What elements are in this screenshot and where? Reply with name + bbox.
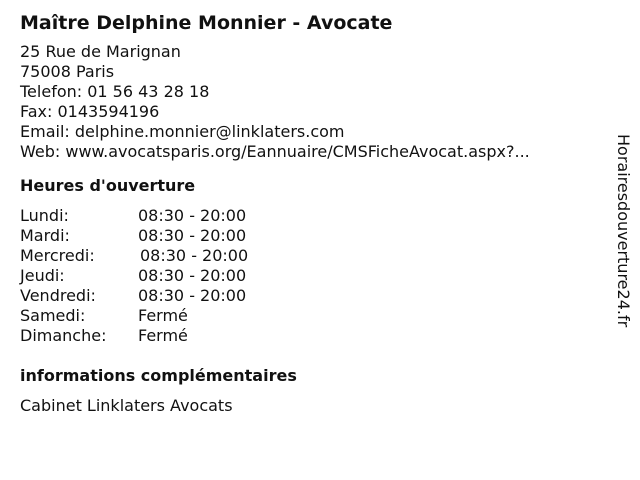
hours-row-lundi bbox=[20, 206, 610, 226]
time-value: 08:30 - 20:00 bbox=[138, 286, 247, 305]
day-label: Mardi: bbox=[20, 226, 70, 245]
day-label: Dimanche: bbox=[20, 326, 107, 345]
phone-number: Telefon: 01 56 43 28 18 bbox=[20, 82, 210, 101]
day-label: Mercredi: bbox=[20, 246, 95, 265]
hours-row-jeudi bbox=[20, 266, 610, 286]
additional-info-heading: informations complémentaires bbox=[20, 366, 297, 385]
hours-row-dimanche bbox=[20, 326, 610, 346]
time-value: Fermé bbox=[138, 306, 188, 325]
time-value: 08:30 - 20:00 bbox=[138, 226, 247, 245]
fax-number: Fax: 0143594196 bbox=[20, 102, 160, 121]
hours-row-samedi bbox=[20, 306, 610, 326]
address-block bbox=[20, 42, 610, 162]
business-card bbox=[20, 10, 610, 416]
street-address: 25 Rue de Marignan bbox=[20, 42, 181, 61]
time-value: 08:30 - 20:00 bbox=[138, 266, 247, 285]
day-label: Vendredi: bbox=[20, 286, 96, 305]
hours-row-mardi bbox=[20, 226, 610, 246]
hours-row-vendredi bbox=[20, 286, 610, 306]
site-watermark: Horairesdouverture24.fr bbox=[614, 134, 633, 328]
day-label: Samedi: bbox=[20, 306, 86, 325]
opening-hours-table bbox=[20, 206, 610, 346]
day-label: Lundi: bbox=[20, 206, 69, 225]
time-value: 08:30 - 20:00 bbox=[138, 206, 247, 225]
day-label: Jeudi: bbox=[20, 266, 65, 285]
page-title: Maître Delphine Monnier - Avocate bbox=[20, 12, 393, 34]
hours-row-mercredi bbox=[20, 246, 610, 266]
time-value: 08:30 - 20:00 bbox=[140, 246, 249, 265]
email-address: Email: delphine.monnier@linklaters.com bbox=[20, 122, 345, 141]
opening-hours-heading: Heures d'ouverture bbox=[20, 176, 196, 195]
web-address: Web: www.avocatsparis.org/Eannuaire/CMSFicheAvocat.aspx?... bbox=[20, 142, 530, 161]
time-value: Fermé bbox=[138, 326, 188, 345]
additional-info-text: Cabinet Linklaters Avocats bbox=[20, 396, 233, 415]
city-address: 75008 Paris bbox=[20, 62, 115, 81]
